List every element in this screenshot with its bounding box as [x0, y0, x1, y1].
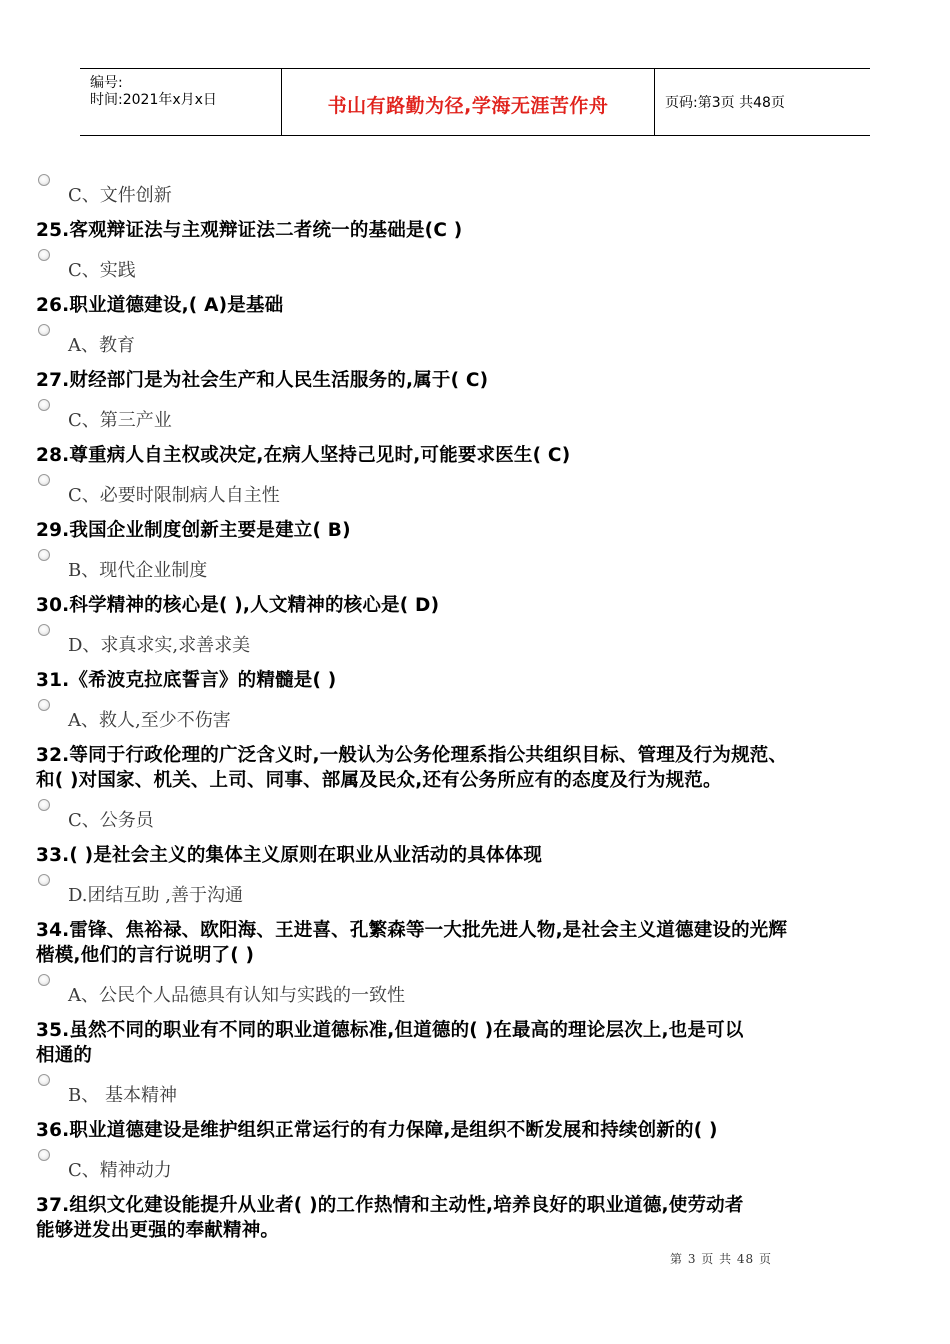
radio-button-icon[interactable] — [38, 249, 50, 261]
header-meta-cell — [80, 69, 282, 135]
question-list — [36, 168, 916, 1243]
answer-text: C、公务员 — [68, 810, 154, 831]
radio-button-icon[interactable] — [38, 624, 50, 636]
header-page-cell — [655, 69, 870, 135]
answer-text: B、 基本精神 — [68, 1085, 177, 1106]
answer-text: C、文件创新 — [68, 185, 172, 206]
answer-option — [36, 543, 916, 587]
question-text: 37.组织文化建设能提升从业者( )的工作热情和主动性,培养良好的职业道德,使劳动者 能够迸发出更强的奉献精神。 — [36, 1195, 744, 1241]
radio-button-icon[interactable] — [38, 974, 50, 986]
answer-text: D、求真求实,求善求美 — [68, 635, 251, 656]
answer-text: C、精神动力 — [68, 1160, 172, 1181]
answer-text: A、救人,至少不伤害 — [68, 710, 231, 731]
question-text: 26.职业道德建设,( A)是基础 — [36, 295, 284, 316]
radio-button-icon[interactable] — [38, 699, 50, 711]
radio-button-icon[interactable] — [38, 1074, 50, 1086]
question-text: 25.客观辩证法与主观辩证法二者统一的基础是(C ) — [36, 220, 463, 241]
question-text: 28.尊重病人自主权或决定,在病人坚持己见时,可能要求医生( C) — [36, 445, 571, 466]
radio-button-icon[interactable] — [38, 549, 50, 561]
document-number-label: 编号: — [90, 75, 123, 91]
header-motto-cell — [282, 69, 655, 135]
answer-option — [36, 1068, 916, 1112]
answer-option — [36, 168, 916, 212]
question-text: 30.科学精神的核心是( ),人文精神的核心是( D) — [36, 595, 440, 616]
answer-text: B、现代企业制度 — [68, 560, 208, 581]
radio-button-icon[interactable] — [38, 874, 50, 886]
question-text: 27.财经部门是为社会生产和人民生活服务的,属于( C) — [36, 370, 489, 391]
question-text: 36.职业道德建设是维护组织正常运行的有力保障,是组织不断发展和持续创新的( ) — [36, 1120, 718, 1141]
answer-text: C、实践 — [68, 260, 136, 281]
answer-option — [36, 1143, 916, 1187]
answer-text: A、公民个人品德具有认知与实践的一致性 — [68, 985, 405, 1006]
answer-option — [36, 968, 916, 1012]
radio-button-icon[interactable] — [38, 799, 50, 811]
question-text: 35.虽然不同的职业有不同的职业道德标准,但道德的( )在最高的理论层次上,也是可以 相通的 — [36, 1020, 744, 1066]
answer-option — [36, 318, 916, 362]
radio-button-icon[interactable] — [38, 1149, 50, 1161]
radio-button-icon[interactable] — [38, 399, 50, 411]
answer-text: C、第三产业 — [68, 410, 172, 431]
header-motto: 书山有路勤为径,学海无涯苦作舟 — [327, 95, 609, 117]
header-page-info: 页码:第3页 共48页 — [665, 95, 785, 111]
answer-option — [36, 793, 916, 837]
page-header — [80, 68, 870, 136]
radio-button-icon[interactable] — [38, 474, 50, 486]
question-text: 32.等同于行政伦理的广泛含义时,一般认为公务伦理系指公共组织目标、管理及行为规范、 和( )对国家、机关、上司、同事、部属及民众,还有公务所应有的态度及行为规范。 — [36, 745, 788, 791]
answer-option — [36, 393, 916, 437]
page-footer: 第 3 页 共 48 页 — [670, 1252, 772, 1266]
answer-text: D.团结互助 ,善于沟通 — [68, 885, 243, 906]
question-text: 34.雷锋、焦裕禄、欧阳海、王进喜、孔繁森等一大批先进人物,是社会主义道德建设的光辉 楷模,他们的言行说明了( ) — [36, 920, 788, 966]
answer-text: C、必要时限制病人自主性 — [68, 485, 280, 506]
answer-text: A、教育 — [68, 335, 135, 356]
radio-button-icon[interactable] — [38, 174, 50, 186]
answer-option — [36, 468, 916, 512]
answer-option — [36, 693, 916, 737]
document-time-label: 时间:2021年x月x日 — [90, 92, 217, 108]
question-text: 31.《希波克拉底誓言》的精髓是( ) — [36, 670, 337, 691]
radio-button-icon[interactable] — [38, 324, 50, 336]
question-text: 33.( )是社会主义的集体主义原则在职业从业活动的具体体现 — [36, 845, 543, 866]
answer-option — [36, 618, 916, 662]
question-text: 29.我国企业制度创新主要是建立( B) — [36, 520, 351, 541]
answer-option — [36, 243, 916, 287]
answer-option — [36, 868, 916, 912]
